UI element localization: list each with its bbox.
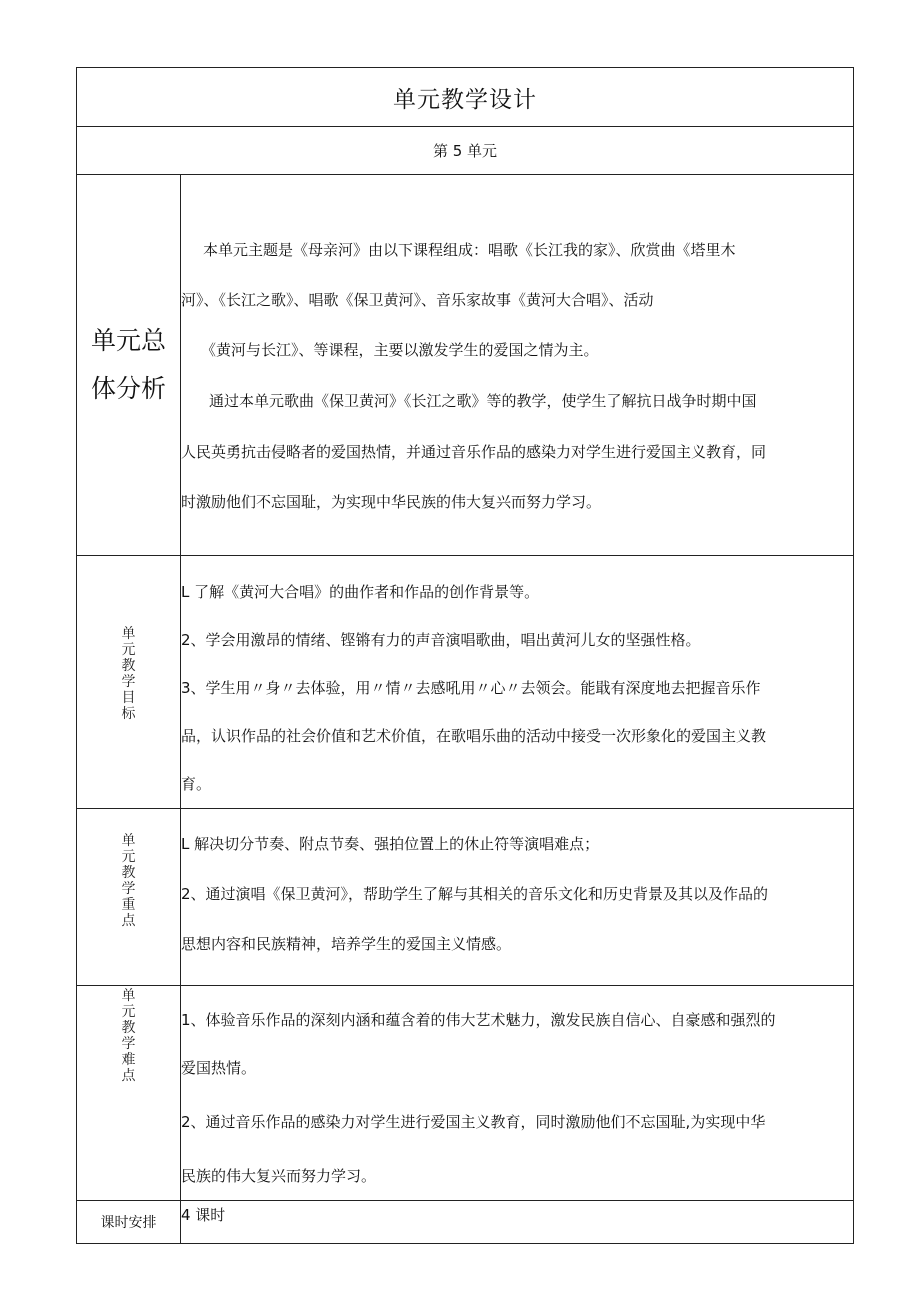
- key-points-line3: 思想内容和民族精神，培养学生的爱国主义情感。: [181, 935, 512, 953]
- difficulties-line4: 民族的伟大复兴而努力学习。: [181, 1167, 377, 1185]
- analysis-p1-line3: 《黄河与长江》、等课程，主要以激发学生的爱国之情为主。: [201, 341, 599, 359]
- goals-label-char: 教: [121, 658, 136, 674]
- difficulties-label-char: 点: [121, 1068, 136, 1084]
- difficulties-line3: 2、通过音乐作品的感染力对学生进行爱国主义教育，同时激励他们不忘国耻,为实现中华: [181, 1113, 766, 1131]
- key-points-label-char: 学: [121, 881, 136, 897]
- goals-line1: L 了解《黄河大合唱》的曲作者和作品的创作背景等。: [181, 583, 540, 601]
- difficulties-label-char: 学: [121, 1036, 136, 1052]
- goals-label-char: 目: [121, 690, 136, 706]
- difficulties-label-char: 单: [121, 988, 136, 1004]
- schedule-value: 4 课时: [181, 1201, 854, 1244]
- key-points-content: [181, 809, 854, 986]
- analysis-p1-line1: 本单元主题是《母亲河》由以下课程组成：唱歌《长江我的家》、欣赏曲《塔里木: [203, 241, 736, 259]
- goals-line3: 3、学生用〃身〃去体验，用〃情〃去感吼用〃心〃去领会。能戢有深度地去把握音乐作: [181, 679, 761, 697]
- analysis-p1-line2: 河》、《长江之歌》、唱歌《保卫黄河》、音乐家故事《黄河大合唱》、活动: [181, 291, 654, 309]
- key-points-label-char: 重: [121, 897, 136, 913]
- schedule-label: 课时安排: [77, 1201, 181, 1244]
- goals-label: [77, 556, 181, 809]
- analysis-p2-line1: 通过本单元歌曲《保卫黄河》《长江之歌》等的教学，使学生了解抗日战争时期中国: [209, 392, 757, 410]
- key-points-line2: 2、通过演唱《保卫黄河》，帮助学生了解与其相关的音乐文化和历史背景及其以及作品的: [181, 885, 769, 903]
- analysis-p2-line3: 时激励他们不忘国耻，为实现中华民族的伟大复兴而努力学习。: [181, 493, 602, 511]
- analysis-label-line1: 单元总: [90, 326, 166, 355]
- difficulties-label-char: 元: [121, 1004, 136, 1020]
- goals-line4: 品，认识作品的社会价值和艺术价值，在歌唱乐曲的活动中接受一次形象化的爱国主义教: [181, 727, 767, 745]
- key-points-label-char: 单: [121, 833, 136, 849]
- key-points-label-char: 元: [121, 849, 136, 865]
- key-points-label-char: 教: [121, 865, 136, 881]
- page-title: 单元教学设计: [77, 68, 854, 127]
- key-points-label: [77, 809, 181, 986]
- difficulties-line1: 1、体验音乐作品的深刻内涵和蕴含着的伟大艺术魅力，激发民族自信心、自豪感和强烈的: [181, 1011, 776, 1029]
- analysis-p2-line2: 人民英勇抗击侵略者的爱国热情，并通过音乐作品的感染力对学生进行爱国主义教育，同: [181, 443, 767, 461]
- key-points-label-char: 点: [121, 913, 136, 929]
- difficulties-line2: 爱国热情。: [181, 1059, 257, 1077]
- goals-label-char: 元: [121, 642, 136, 658]
- goals-line5: 育。: [181, 775, 212, 793]
- unit-design-table: [76, 67, 854, 1244]
- difficulties-label: [77, 986, 181, 1201]
- analysis-label: [77, 175, 181, 556]
- difficulties-label-char: 教: [121, 1020, 136, 1036]
- difficulties-label-char: 难: [121, 1052, 136, 1068]
- goals-content: [181, 556, 854, 809]
- goals-label-char: 学: [121, 674, 136, 690]
- unit-number: 第 5 单元: [77, 127, 854, 175]
- goals-label-char: 标: [121, 706, 136, 722]
- key-points-line1: L 解决切分节奏、附点节奏、强拍位置上的休止符等演唱难点；: [181, 835, 600, 853]
- analysis-label-line2: 体分析: [90, 374, 166, 403]
- goals-label-char: 单: [121, 626, 136, 642]
- analysis-content: [181, 175, 854, 556]
- goals-line2: 2、学会用激昂的情绪、铿锵有力的声音演唱歌曲，唱出黄河儿女的坚强性格。: [181, 631, 701, 649]
- difficulties-content: [181, 986, 854, 1201]
